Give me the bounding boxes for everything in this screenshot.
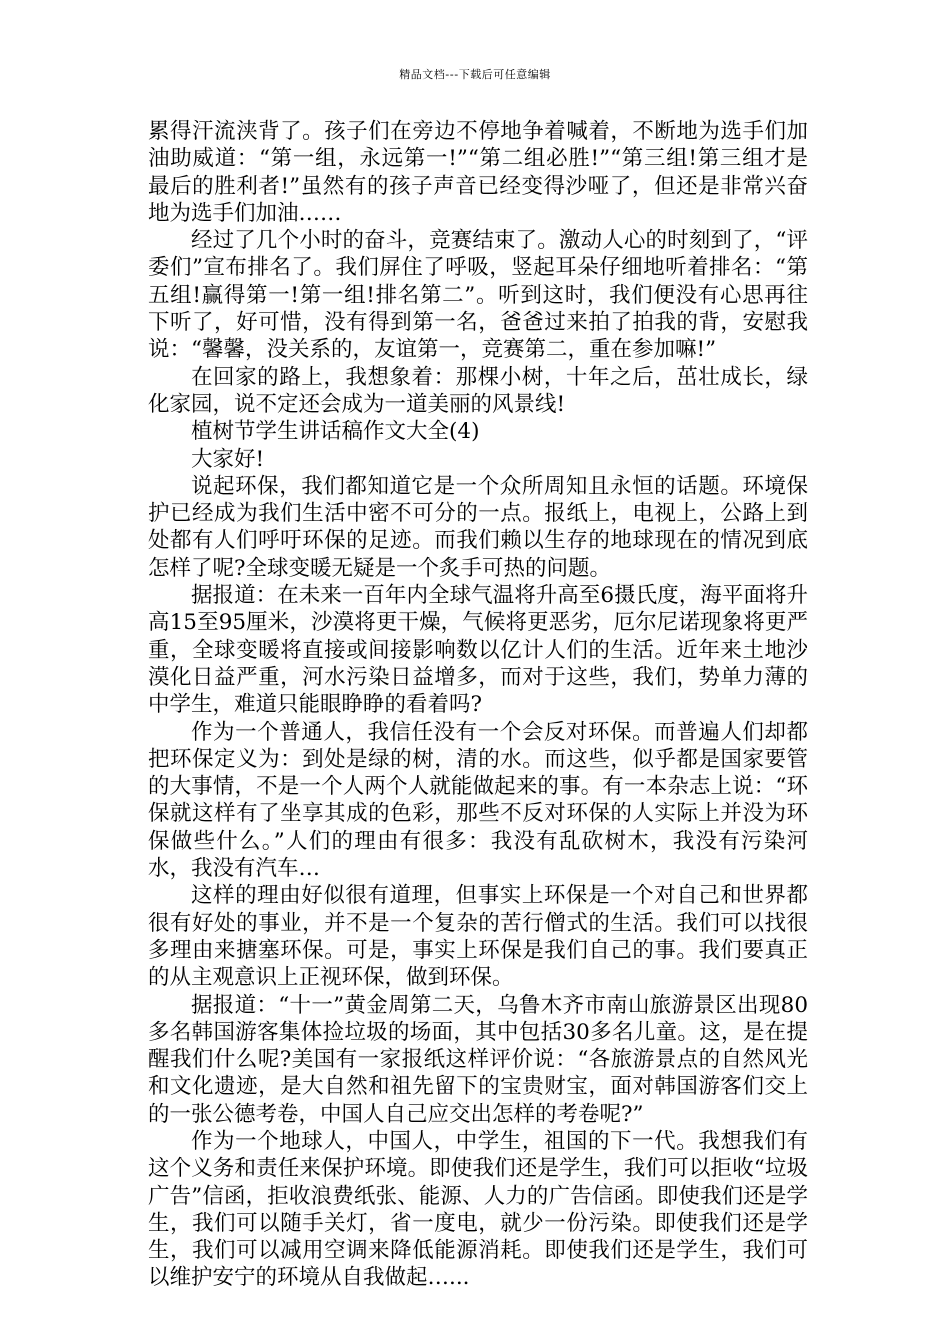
page-header: 精品文档---下载后可任意编辑 — [399, 68, 551, 81]
paragraph: 说起环保，我们都知道它是一个众所周知且永恒的话题。环境保护已经成为我们生活中密不可分的一点。报纸上，电视上，公路上到处都有人们呼吁环保的足迹。而我们赖以生存的地球现在的情况到底怎样了呢?全球变暖无疑是一个炙手可热的问题。 — [148, 473, 808, 581]
greeting: 大家好! — [191, 446, 265, 472]
document-body — [148, 118, 808, 1292]
paragraph: 作为一个地球人，中国人，中学生，祖国的下一代。我想我们有这个义务和责任来保护环境。即使我们还是学生，我们可以拒收“垃圾广告”信函，拒收浪费纸张、能源、人力的广告信函。即使我们还是学生，我们可以随手关灯，省一度电，就少一份污染。即使我们还是学生，我们可以减用空调来降低能源消耗。即使我们还是学生，我们可以维护安宁的环境从自我做起…... — [148, 1128, 808, 1291]
paragraph: 累得汗流浃背了。孩子们在旁边不停地争着喊着，不断地为选手们加油助威道：“第一组，永远第一!”“第二组必胜!”“第三组!第三组才是最后的胜利者!”虽然有的孩子声音已经变得沙哑了，但还是非常兴奋地为选手们加油…… — [148, 119, 808, 226]
paragraph: 据报道：在未来一百年内全球气温将升高至6摄氏度，海平面将升高15至95厘米，沙漠将更干燥，气候将更恶劣，厄尔尼诺现象将更严重，全球变暖将直接或间接影响数以亿计人们的生活。近年来土地沙漠化日益严重，河水污染日益增多，而对于这些，我们，势单力薄的中学生，难道只能眼睁睁的看着吗? — [148, 583, 808, 718]
paragraph: 在回家的路上，我想象着：那棵小树，十年之后，茁壮成长，绿化家园，说不定还会成为一道美丽的风景线! — [148, 364, 808, 417]
paragraph: 作为一个普通人，我信任没有一个会反对环保。而普遍人们却都把环保定义为：到处是绿的树，清的水。而这些，似乎都是国家要管的大事情，不是一个人两个人就能做起来的事。有一本杂志上说：“环保就这样有了坐享其成的色彩，那些不反对环保的人实际上并没为环保做些什么。”人们的理由有很多：我没有乱砍树木，我没有污染河水，我没有汽车… — [148, 719, 808, 882]
paragraph: 据报道：“十一”黄金周第二天，乌鲁木齐市南山旅游景区出现80多名韩国游客集体捡垃圾的场面，其中包括30多名儿童。这，是在提醒我们什么呢?美国有一家报纸这样评价说：“各旅游景点的自然风光和文化遗迹，是大自然和祖先留下的宝贵财宝，面对韩国游客们交上的一张公德考卷，中国人自己应交出怎样的考卷呢?” — [148, 992, 808, 1127]
paragraph: 经过了几个小时的奋斗，竞赛结束了。激动人心的时刻到了，“评委们”宣布排名了。我们屏住了呼吸，竖起耳朵仔细地听着排名：“第五组!赢得第一!第一组!排名第二”。听到这时，我们便没有心思再往下听了，好可惜，没有得到第一名，爸爸过来拍了拍我的背，安慰我说：“馨馨，没关系的，友谊第一，竞赛第二，重在参加嘛!” — [148, 228, 808, 363]
paragraph: 这样的理由好似很有道理，但事实上环保是一个对自己和世界都很有好处的事业，并不是一个复杂的苦行僧式的生活。我们可以找很多理由来搪塞环保。可是，事实上环保是我们自己的事。我们要真正的从主观意识上正视环保，做到环保。 — [148, 883, 808, 991]
section-title: 植树节学生讲话稿作文大全(4) — [191, 419, 480, 445]
